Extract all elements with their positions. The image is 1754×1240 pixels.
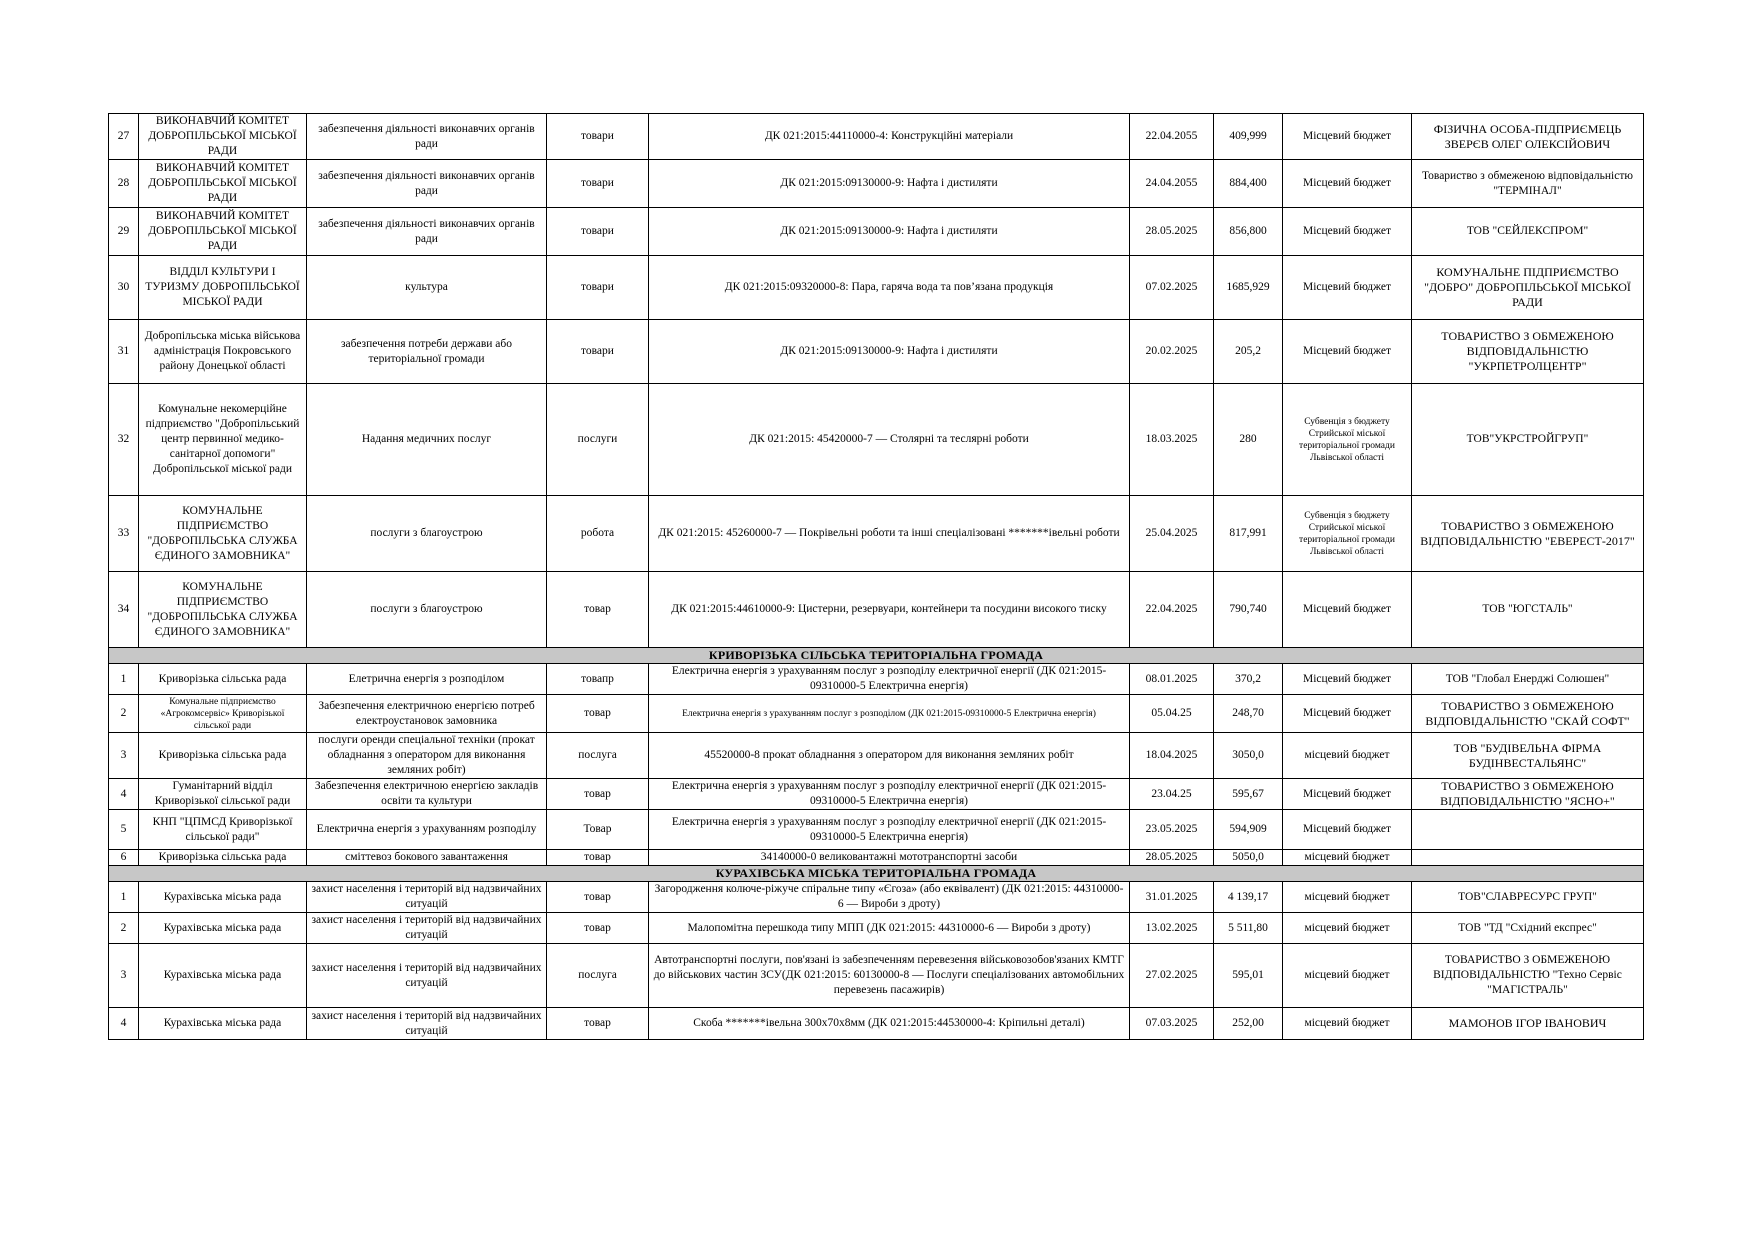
- type-cell: товар: [547, 850, 649, 866]
- date-cell: 23.04.25: [1130, 779, 1214, 810]
- row-number-cell: 1: [109, 882, 139, 913]
- supplier-cell: Товариство з обмеженою відповідальністю "ТЕРМІНАЛ": [1412, 160, 1644, 208]
- date-cell: 22.04.2055: [1130, 114, 1214, 160]
- subject-cell: Електрична енергія з урахуванням послуг з розподілу електричної енергії (ДК 021:2015-09310000-5 Електрична енергія): [649, 810, 1130, 850]
- type-cell: товар: [547, 695, 649, 733]
- amount-cell: 4 139,17: [1214, 882, 1283, 913]
- customer-cell: КОМУНАЛЬНЕ ПІДПРИЄМСТВО "ДОБРОПІЛЬСЬКА СЛУЖБА ЄДИНОГО ЗАМОВНИКА": [139, 572, 307, 648]
- amount-cell: 248,70: [1214, 695, 1283, 733]
- section-heading: КРИВОРІЗЬКА СІЛЬСЬКА ТЕРИТОРІАЛЬНА ГРОМАДА: [109, 648, 1644, 664]
- customer-cell: ВІДДІЛ КУЛЬТУРИ І ТУРИЗМУ ДОБРОПІЛЬСЬКОЇ МІСЬКОЇ РАДИ: [139, 256, 307, 320]
- row-number-cell: 27: [109, 114, 139, 160]
- subject-cell: Автотранспортні послуги, пов'язані із забезпеченням перевезення військовозобов'язаних КМТГ до військових частин ЗСУ(ДК 021:2015: 60130000-8 — Послуги спеціалізованих автомобільних перевезень пасажирів): [649, 944, 1130, 1008]
- row-number-cell: 29: [109, 208, 139, 256]
- supplier-cell: ТОВАРИСТВО З ОБМЕЖЕНОЮ ВІДПОВІДАЛЬНІСТЮ "СКАЙ СОФТ": [1412, 695, 1644, 733]
- subject-cell: Загородження колюче-ріжуче спіральне типу «Єгоза» (або еквівалент) (ДК 021:2015: 44310000-6 — Вироби з дроту): [649, 882, 1130, 913]
- subject-cell: ДК 021:2015:09130000-9: Нафта і дистиляти: [649, 208, 1130, 256]
- supplier-cell: МАМОНОВ ІГОР ІВАНОВИЧ: [1412, 1008, 1644, 1040]
- table-row: [109, 810, 1644, 850]
- supplier-cell: ФІЗИЧНА ОСОБА-ПІДПРИЄМЕЦЬ ЗВЕРЄВ ОЛЕГ ОЛЕКСІЙОВИЧ: [1412, 114, 1644, 160]
- funding-source-cell: Місцевий бюджет: [1283, 779, 1412, 810]
- funding-source-cell: Місцевий бюджет: [1283, 114, 1412, 160]
- date-cell: 25.04.2025: [1130, 496, 1214, 572]
- amount-cell: 370,2: [1214, 664, 1283, 695]
- row-number-cell: 34: [109, 572, 139, 648]
- type-cell: послуги: [547, 384, 649, 496]
- type-cell: товари: [547, 160, 649, 208]
- table-row: [109, 944, 1644, 1008]
- supplier-cell: [1412, 810, 1644, 850]
- amount-cell: 5 511,80: [1214, 913, 1283, 944]
- amount-cell: 595,01: [1214, 944, 1283, 1008]
- date-cell: 07.02.2025: [1130, 256, 1214, 320]
- purpose-cell: захист населення і територій від надзвичайних ситуацій: [307, 1008, 547, 1040]
- date-cell: 18.04.2025: [1130, 733, 1214, 779]
- subject-cell: ДК 021:2015:09320000-8: Пара, гаряча вода та пов’язана продукція: [649, 256, 1130, 320]
- date-cell: 23.05.2025: [1130, 810, 1214, 850]
- type-cell: товапр: [547, 664, 649, 695]
- row-number-cell: 31: [109, 320, 139, 384]
- supplier-cell: ТОВ "Глобал Енерджі Солюшен": [1412, 664, 1644, 695]
- customer-cell: Комунальне некомерційне підприємство "Добропільський центр первинної медико-санітарної допомоги" Добропільської міської ради: [139, 384, 307, 496]
- table-row: [109, 256, 1644, 320]
- row-number-cell: 5: [109, 810, 139, 850]
- row-number-cell: 3: [109, 733, 139, 779]
- row-number-cell: 2: [109, 913, 139, 944]
- row-number-cell: 32: [109, 384, 139, 496]
- section-heading: КУРАХІВСЬКА МІСЬКА ТЕРИТОРІАЛЬНА ГРОМАДА: [109, 866, 1644, 882]
- funding-source-cell: місцевий бюджет: [1283, 882, 1412, 913]
- subject-cell: Електрична енергія з урахуванням послуг з розподілу електричної енергії (ДК 021:2015-09310000-5 Електрична енергія): [649, 779, 1130, 810]
- funding-source-cell: Місцевий бюджет: [1283, 810, 1412, 850]
- supplier-cell: ТОВ"УКРСТРОЙГРУП": [1412, 384, 1644, 496]
- procurement-table: [108, 113, 1644, 1040]
- customer-cell: ВИКОНАВЧИЙ КОМІТЕТ ДОБРОПІЛЬСЬКОЇ МІСЬКОЇ РАДИ: [139, 114, 307, 160]
- supplier-cell: ТОВ "СЕЙЛЕКСПРОМ": [1412, 208, 1644, 256]
- purpose-cell: забезпечення діяльності виконавчих органів ради: [307, 208, 547, 256]
- table-row: [109, 320, 1644, 384]
- table-row: [109, 664, 1644, 695]
- type-cell: товари: [547, 114, 649, 160]
- table-row: [109, 695, 1644, 733]
- type-cell: товар: [547, 779, 649, 810]
- table-row: [109, 384, 1644, 496]
- type-cell: товари: [547, 208, 649, 256]
- amount-cell: 252,00: [1214, 1008, 1283, 1040]
- amount-cell: 594,909: [1214, 810, 1283, 850]
- row-number-cell: 3: [109, 944, 139, 1008]
- customer-cell: Гуманітарний відділ Криворізької сільської ради: [139, 779, 307, 810]
- purpose-cell: забезпечення діяльності виконавчих органів ради: [307, 160, 547, 208]
- supplier-cell: КОМУНАЛЬНЕ ПІДПРИЄМСТВО "ДОБРО" ДОБРОПІЛЬСЬКОЇ МІСЬКОЇ РАДИ: [1412, 256, 1644, 320]
- purpose-cell: Надання медичних послуг: [307, 384, 547, 496]
- supplier-cell: ТОВАРИСТВО З ОБМЕЖЕНОЮ ВІДПОВІДАЛЬНІСТЮ "ЯСНО+": [1412, 779, 1644, 810]
- type-cell: товари: [547, 256, 649, 320]
- table-row: [109, 160, 1644, 208]
- date-cell: 18.03.2025: [1130, 384, 1214, 496]
- section-heading-row: [109, 866, 1644, 882]
- table-row: [109, 733, 1644, 779]
- subject-cell: Електрична енергія з урахуванням послуг з розподілу електричної енергії (ДК 021:2015-09310000-5 Електрична енергія): [649, 664, 1130, 695]
- funding-source-cell: місцевий бюджет: [1283, 1008, 1412, 1040]
- amount-cell: 1685,929: [1214, 256, 1283, 320]
- customer-cell: Комунальне підприємство «Агрокомсервіс» Криворізької сільської ради: [139, 695, 307, 733]
- customer-cell: ВИКОНАВЧИЙ КОМІТЕТ ДОБРОПІЛЬСЬКОЇ МІСЬКОЇ РАДИ: [139, 160, 307, 208]
- amount-cell: 790,740: [1214, 572, 1283, 648]
- customer-cell: КОМУНАЛЬНЕ ПІДПРИЄМСТВО "ДОБРОПІЛЬСЬКА СЛУЖБА ЄДИНОГО ЗАМОВНИКА": [139, 496, 307, 572]
- funding-source-cell: місцевий бюджет: [1283, 733, 1412, 779]
- row-number-cell: 4: [109, 779, 139, 810]
- purpose-cell: сміттевоз бокового завантаження: [307, 850, 547, 866]
- date-cell: 27.02.2025: [1130, 944, 1214, 1008]
- customer-cell: Криворізька сільська рада: [139, 664, 307, 695]
- purpose-cell: Забезпечення електричною енергією закладів освіти та культури: [307, 779, 547, 810]
- supplier-cell: ТОВ"СЛАВРЕСУРС ГРУП": [1412, 882, 1644, 913]
- date-cell: 24.04.2055: [1130, 160, 1214, 208]
- funding-source-cell: Місцевий бюджет: [1283, 320, 1412, 384]
- date-cell: 13.02.2025: [1130, 913, 1214, 944]
- subject-cell: ДК 021:2015: 45260000-7 — Покрівельні роботи та інші спеціалізовані *******івельні роботи: [649, 496, 1130, 572]
- date-cell: 05.04.25: [1130, 695, 1214, 733]
- supplier-cell: ТОВАРИСТВО З ОБМЕЖЕНОЮ ВІДПОВІДАЛЬНІСТЮ "ЕВЕРЕСТ-2017": [1412, 496, 1644, 572]
- type-cell: товар: [547, 882, 649, 913]
- purpose-cell: забезпечення потреби держави або територіальної громади: [307, 320, 547, 384]
- subject-cell: Скоба *******івельна 300х70х8мм (ДК 021:2015:44530000-4: Кріпильні деталі): [649, 1008, 1130, 1040]
- row-number-cell: 2: [109, 695, 139, 733]
- purpose-cell: Електрична енергія з урахуванням розподілу: [307, 810, 547, 850]
- purpose-cell: захист населення і територій від надзвичайних ситуацій: [307, 913, 547, 944]
- subject-cell: ДК 021:2015: 45420000-7 — Столярні та теслярні роботи: [649, 384, 1130, 496]
- customer-cell: Курахівська міська рада: [139, 1008, 307, 1040]
- customer-cell: Добропільська міська військова адміністрація Покровського району Донецької області: [139, 320, 307, 384]
- type-cell: послуга: [547, 733, 649, 779]
- row-number-cell: 30: [109, 256, 139, 320]
- table-row: [109, 850, 1644, 866]
- purpose-cell: послуги з благоустрою: [307, 496, 547, 572]
- type-cell: товар: [547, 1008, 649, 1040]
- date-cell: 07.03.2025: [1130, 1008, 1214, 1040]
- funding-source-cell: Субвенція з бюджету Стрийської міської територіальної громади Львівської області: [1283, 496, 1412, 572]
- customer-cell: Криворізька сільська рада: [139, 850, 307, 866]
- row-number-cell: 28: [109, 160, 139, 208]
- type-cell: Товар: [547, 810, 649, 850]
- funding-source-cell: місцевий бюджет: [1283, 850, 1412, 866]
- amount-cell: 205,2: [1214, 320, 1283, 384]
- customer-cell: КНП "ЦПМСД Криворізької сільської ради": [139, 810, 307, 850]
- type-cell: товари: [547, 320, 649, 384]
- funding-source-cell: Субвенція з бюджету Стрийської міської територіальної громади Львівської області: [1283, 384, 1412, 496]
- supplier-cell: ТОВАРИСТВО З ОБМЕЖЕНОЮ ВІДПОВІДАЛЬНІСТЮ "УКРПЕТРОЛЦЕНТР": [1412, 320, 1644, 384]
- purpose-cell: послуги з благоустрою: [307, 572, 547, 648]
- purpose-cell: захист населення і територій від надзвичайних ситуацій: [307, 944, 547, 1008]
- table-row: [109, 114, 1644, 160]
- customer-cell: Курахівська міська рада: [139, 944, 307, 1008]
- table-row: [109, 1008, 1644, 1040]
- table-body: [109, 114, 1644, 1040]
- type-cell: робота: [547, 496, 649, 572]
- section-heading-row: [109, 648, 1644, 664]
- row-number-cell: 1: [109, 664, 139, 695]
- funding-source-cell: місцевий бюджет: [1283, 944, 1412, 1008]
- amount-cell: 595,67: [1214, 779, 1283, 810]
- subject-cell: ДК 021:2015:44110000-4: Конструкційні матеріали: [649, 114, 1130, 160]
- date-cell: 31.01.2025: [1130, 882, 1214, 913]
- funding-source-cell: місцевий бюджет: [1283, 913, 1412, 944]
- funding-source-cell: Місцевий бюджет: [1283, 695, 1412, 733]
- date-cell: 28.05.2025: [1130, 850, 1214, 866]
- supplier-cell: ТОВ "БУДІВЕЛЬНА ФІРМА БУДІНВЕСТАЛЬЯНС": [1412, 733, 1644, 779]
- subject-cell: 45520000-8 прокат обладнання з оператором для виконання земляних робіт: [649, 733, 1130, 779]
- date-cell: 22.04.2025: [1130, 572, 1214, 648]
- subject-cell: ДК 021:2015:44610000-9: Цистерни, резервуари, контейнери та посудини високого тиску: [649, 572, 1130, 648]
- customer-cell: Курахівська міська рада: [139, 913, 307, 944]
- supplier-cell: ТОВ "ТД "Східний експрес": [1412, 913, 1644, 944]
- funding-source-cell: Місцевий бюджет: [1283, 208, 1412, 256]
- purpose-cell: забезпечення діяльності виконавчих органів ради: [307, 114, 547, 160]
- amount-cell: 817,991: [1214, 496, 1283, 572]
- funding-source-cell: Місцевий бюджет: [1283, 160, 1412, 208]
- supplier-cell: ТОВАРИСТВО З ОБМЕЖЕНОЮ ВІДПОВІДАЛЬНІСТЮ "Техно Сервіс "МАГІСТРАЛЬ": [1412, 944, 1644, 1008]
- row-number-cell: 6: [109, 850, 139, 866]
- type-cell: товар: [547, 913, 649, 944]
- table-row: [109, 208, 1644, 256]
- customer-cell: ВИКОНАВЧИЙ КОМІТЕТ ДОБРОПІЛЬСЬКОЇ МІСЬКОЇ РАДИ: [139, 208, 307, 256]
- table-row: [109, 913, 1644, 944]
- table-row: [109, 882, 1644, 913]
- funding-source-cell: Місцевий бюджет: [1283, 256, 1412, 320]
- amount-cell: 409,999: [1214, 114, 1283, 160]
- type-cell: послуга: [547, 944, 649, 1008]
- subject-cell: Малопомітна перешкода типу МПП (ДК 021:2015: 44310000-6 — Вироби з дроту): [649, 913, 1130, 944]
- amount-cell: 884,400: [1214, 160, 1283, 208]
- date-cell: 20.02.2025: [1130, 320, 1214, 384]
- amount-cell: 3050,0: [1214, 733, 1283, 779]
- row-number-cell: 33: [109, 496, 139, 572]
- subject-cell: ДК 021:2015:09130000-9: Нафта і дистиляти: [649, 160, 1130, 208]
- supplier-cell: [1412, 850, 1644, 866]
- customer-cell: Курахівська міська рада: [139, 882, 307, 913]
- table-row: [109, 572, 1644, 648]
- subject-cell: ДК 021:2015:09130000-9: Нафта і дистиляти: [649, 320, 1130, 384]
- type-cell: товар: [547, 572, 649, 648]
- funding-source-cell: Місцевий бюджет: [1283, 572, 1412, 648]
- purpose-cell: Забезпечення електричною енергією потреб електроустановок замовника: [307, 695, 547, 733]
- subject-cell: Електрична енергія з урахуванням послуг з розподілом (ДК 021:2015-09310000-5 Електрична енергія): [649, 695, 1130, 733]
- purpose-cell: захист населення і територій від надзвичайних ситуацій: [307, 882, 547, 913]
- table-row: [109, 779, 1644, 810]
- purpose-cell: Елетрична енергія з розподілом: [307, 664, 547, 695]
- subject-cell: 34140000-0 великовантажні мототранспортні засоби: [649, 850, 1130, 866]
- date-cell: 28.05.2025: [1130, 208, 1214, 256]
- funding-source-cell: Місцевий бюджет: [1283, 664, 1412, 695]
- amount-cell: 5050,0: [1214, 850, 1283, 866]
- purpose-cell: послуги оренди спеціальної техніки (прокат обладнання з оператором для виконання земляних робіт): [307, 733, 547, 779]
- date-cell: 08.01.2025: [1130, 664, 1214, 695]
- table-row: [109, 496, 1644, 572]
- supplier-cell: ТОВ "ЮГСТАЛЬ": [1412, 572, 1644, 648]
- customer-cell: Криворізька сільська рада: [139, 733, 307, 779]
- row-number-cell: 4: [109, 1008, 139, 1040]
- purpose-cell: культура: [307, 256, 547, 320]
- amount-cell: 280: [1214, 384, 1283, 496]
- amount-cell: 856,800: [1214, 208, 1283, 256]
